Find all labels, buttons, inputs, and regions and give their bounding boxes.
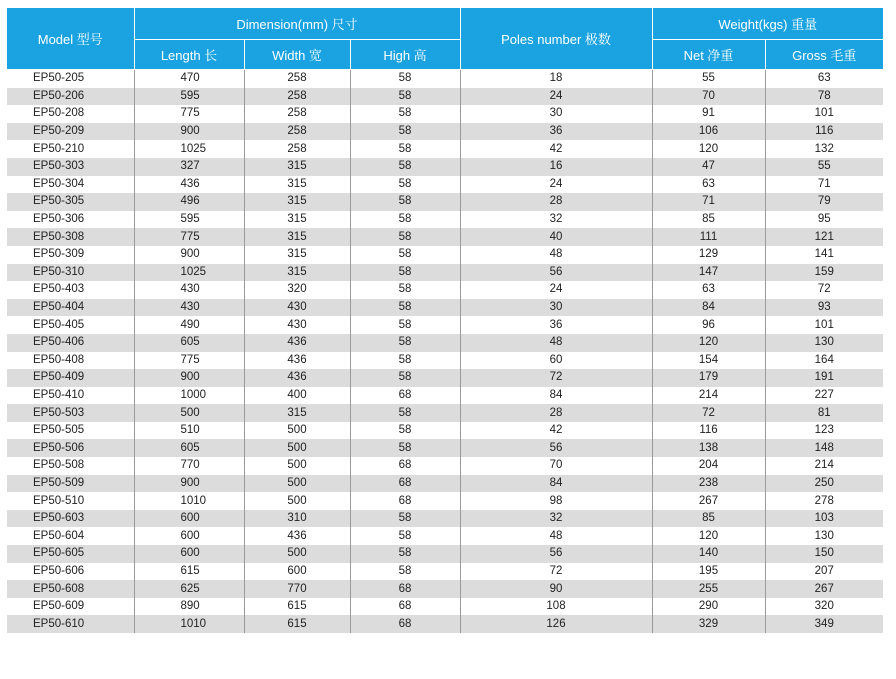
table-row <box>7 228 883 246</box>
cell-width: 320 <box>244 281 350 299</box>
cell-high: 58 <box>350 404 460 422</box>
cell-high: 68 <box>350 475 460 493</box>
table-row <box>7 404 883 422</box>
cell-model: EP50-604 <box>7 527 134 545</box>
cell-poles: 24 <box>460 88 652 106</box>
cell-width: 258 <box>244 105 350 123</box>
cell-high: 58 <box>350 352 460 370</box>
cell-high: 68 <box>350 598 460 616</box>
cell-gross-weight: 130 <box>765 527 883 545</box>
cell-model: EP50-406 <box>7 334 134 352</box>
cell-length: 1010 <box>134 492 244 510</box>
cell-high: 58 <box>350 527 460 545</box>
cell-poles: 40 <box>460 228 652 246</box>
cell-high: 58 <box>350 70 460 88</box>
cell-high: 58 <box>350 193 460 211</box>
cell-net-weight: 91 <box>652 105 765 123</box>
cell-width: 500 <box>244 492 350 510</box>
cell-poles: 108 <box>460 598 652 616</box>
table-row <box>7 246 883 264</box>
cell-width: 310 <box>244 510 350 528</box>
cell-net-weight: 71 <box>652 193 765 211</box>
cell-gross-weight: 123 <box>765 422 883 440</box>
col-header-gross: Gross 毛重 <box>765 40 883 70</box>
cell-high: 58 <box>350 439 460 457</box>
cell-width: 500 <box>244 457 350 475</box>
cell-gross-weight: 132 <box>765 140 883 158</box>
cell-net-weight: 290 <box>652 598 765 616</box>
cell-model: EP50-210 <box>7 140 134 158</box>
cell-width: 436 <box>244 334 350 352</box>
cell-gross-weight: 141 <box>765 246 883 264</box>
cell-width: 500 <box>244 439 350 457</box>
table-row <box>7 123 883 141</box>
cell-gross-weight: 227 <box>765 387 883 405</box>
table-body <box>7 70 883 634</box>
cell-length: 327 <box>134 158 244 176</box>
cell-high: 58 <box>350 211 460 229</box>
table-row <box>7 176 883 194</box>
cell-length: 595 <box>134 88 244 106</box>
cell-length: 1010 <box>134 615 244 633</box>
cell-model: EP50-409 <box>7 369 134 387</box>
cell-poles: 72 <box>460 369 652 387</box>
cell-model: EP50-603 <box>7 510 134 528</box>
cell-length: 600 <box>134 527 244 545</box>
cell-high: 58 <box>350 105 460 123</box>
cell-net-weight: 179 <box>652 369 765 387</box>
cell-width: 400 <box>244 387 350 405</box>
cell-high: 68 <box>350 615 460 633</box>
cell-model: EP50-308 <box>7 228 134 246</box>
cell-gross-weight: 81 <box>765 404 883 422</box>
cell-gross-weight: 93 <box>765 299 883 317</box>
table-row <box>7 510 883 528</box>
cell-length: 600 <box>134 545 244 563</box>
cell-gross-weight: 349 <box>765 615 883 633</box>
cell-poles: 60 <box>460 352 652 370</box>
cell-high: 58 <box>350 510 460 528</box>
cell-gross-weight: 320 <box>765 598 883 616</box>
cell-length: 900 <box>134 123 244 141</box>
table-row <box>7 492 883 510</box>
cell-poles: 28 <box>460 404 652 422</box>
cell-width: 500 <box>244 475 350 493</box>
cell-net-weight: 55 <box>652 70 765 88</box>
cell-model: EP50-205 <box>7 70 134 88</box>
cell-poles: 16 <box>460 158 652 176</box>
cell-gross-weight: 103 <box>765 510 883 528</box>
cell-model: EP50-510 <box>7 492 134 510</box>
cell-net-weight: 329 <box>652 615 765 633</box>
table-row <box>7 140 883 158</box>
cell-net-weight: 255 <box>652 580 765 598</box>
cell-width: 430 <box>244 299 350 317</box>
cell-model: EP50-605 <box>7 545 134 563</box>
cell-gross-weight: 63 <box>765 70 883 88</box>
cell-poles: 36 <box>460 123 652 141</box>
cell-gross-weight: 150 <box>765 545 883 563</box>
cell-gross-weight: 207 <box>765 563 883 581</box>
cell-length: 436 <box>134 176 244 194</box>
cell-high: 58 <box>350 246 460 264</box>
cell-gross-weight: 278 <box>765 492 883 510</box>
cell-gross-weight: 164 <box>765 352 883 370</box>
cell-width: 315 <box>244 246 350 264</box>
cell-model: EP50-304 <box>7 176 134 194</box>
cell-net-weight: 267 <box>652 492 765 510</box>
cell-net-weight: 214 <box>652 387 765 405</box>
cell-poles: 32 <box>460 510 652 528</box>
cell-high: 58 <box>350 281 460 299</box>
cell-width: 315 <box>244 228 350 246</box>
table-row <box>7 211 883 229</box>
cell-high: 68 <box>350 580 460 598</box>
cell-length: 496 <box>134 193 244 211</box>
cell-gross-weight: 159 <box>765 264 883 282</box>
cell-length: 770 <box>134 457 244 475</box>
cell-model: EP50-303 <box>7 158 134 176</box>
cell-net-weight: 154 <box>652 352 765 370</box>
cell-length: 605 <box>134 439 244 457</box>
cell-high: 58 <box>350 422 460 440</box>
cell-poles: 98 <box>460 492 652 510</box>
cell-net-weight: 120 <box>652 140 765 158</box>
cell-high: 58 <box>350 176 460 194</box>
cell-width: 430 <box>244 316 350 334</box>
cell-high: 58 <box>350 88 460 106</box>
cell-width: 258 <box>244 70 350 88</box>
cell-width: 770 <box>244 580 350 598</box>
table-header <box>7 8 883 70</box>
cell-poles: 48 <box>460 246 652 264</box>
cell-length: 470 <box>134 70 244 88</box>
cell-width: 500 <box>244 545 350 563</box>
col-header-width: Width 宽 <box>244 40 350 70</box>
cell-model: EP50-508 <box>7 457 134 475</box>
cell-width: 315 <box>244 264 350 282</box>
cell-gross-weight: 121 <box>765 228 883 246</box>
cell-poles: 56 <box>460 439 652 457</box>
cell-length: 775 <box>134 228 244 246</box>
cell-model: EP50-305 <box>7 193 134 211</box>
cell-high: 58 <box>350 299 460 317</box>
cell-gross-weight: 72 <box>765 281 883 299</box>
table-row <box>7 352 883 370</box>
cell-gross-weight: 250 <box>765 475 883 493</box>
table-row <box>7 475 883 493</box>
table-row <box>7 598 883 616</box>
table-row <box>7 422 883 440</box>
cell-width: 315 <box>244 158 350 176</box>
cell-high: 58 <box>350 369 460 387</box>
cell-poles: 24 <box>460 281 652 299</box>
cell-length: 510 <box>134 422 244 440</box>
cell-gross-weight: 101 <box>765 316 883 334</box>
cell-net-weight: 47 <box>652 158 765 176</box>
cell-high: 58 <box>350 264 460 282</box>
cell-length: 775 <box>134 352 244 370</box>
table-row <box>7 316 883 334</box>
table-row <box>7 369 883 387</box>
cell-model: EP50-404 <box>7 299 134 317</box>
cell-width: 436 <box>244 369 350 387</box>
cell-gross-weight: 148 <box>765 439 883 457</box>
cell-model: EP50-209 <box>7 123 134 141</box>
cell-poles: 36 <box>460 316 652 334</box>
table-row <box>7 70 883 88</box>
table-row <box>7 105 883 123</box>
cell-length: 900 <box>134 246 244 264</box>
table-row <box>7 615 883 633</box>
cell-net-weight: 72 <box>652 404 765 422</box>
col-group-dimension: Dimension(mm) 尺寸 <box>134 8 460 40</box>
cell-model: EP50-309 <box>7 246 134 264</box>
cell-length: 595 <box>134 211 244 229</box>
cell-net-weight: 238 <box>652 475 765 493</box>
cell-net-weight: 63 <box>652 176 765 194</box>
cell-net-weight: 106 <box>652 123 765 141</box>
cell-length: 600 <box>134 510 244 528</box>
cell-width: 436 <box>244 527 350 545</box>
cell-width: 615 <box>244 615 350 633</box>
cell-width: 258 <box>244 140 350 158</box>
cell-model: EP50-505 <box>7 422 134 440</box>
cell-gross-weight: 79 <box>765 193 883 211</box>
cell-gross-weight: 78 <box>765 88 883 106</box>
cell-poles: 48 <box>460 527 652 545</box>
cell-model: EP50-410 <box>7 387 134 405</box>
cell-net-weight: 120 <box>652 527 765 545</box>
cell-net-weight: 195 <box>652 563 765 581</box>
col-header-high: High 高 <box>350 40 460 70</box>
cell-high: 58 <box>350 158 460 176</box>
cell-high: 68 <box>350 387 460 405</box>
cell-model: EP50-405 <box>7 316 134 334</box>
cell-poles: 42 <box>460 422 652 440</box>
cell-poles: 84 <box>460 387 652 405</box>
cell-width: 500 <box>244 422 350 440</box>
cell-net-weight: 63 <box>652 281 765 299</box>
cell-poles: 90 <box>460 580 652 598</box>
cell-length: 775 <box>134 105 244 123</box>
table-row <box>7 439 883 457</box>
cell-length: 625 <box>134 580 244 598</box>
table-row <box>7 580 883 598</box>
cell-high: 68 <box>350 457 460 475</box>
cell-model: EP50-606 <box>7 563 134 581</box>
cell-poles: 70 <box>460 457 652 475</box>
cell-net-weight: 85 <box>652 510 765 528</box>
table-row <box>7 457 883 475</box>
cell-model: EP50-509 <box>7 475 134 493</box>
cell-model: EP50-503 <box>7 404 134 422</box>
col-header-model: Model 型号 <box>7 8 134 70</box>
cell-poles: 84 <box>460 475 652 493</box>
cell-gross-weight: 101 <box>765 105 883 123</box>
cell-gross-weight: 71 <box>765 176 883 194</box>
cell-poles: 24 <box>460 176 652 194</box>
cell-length: 490 <box>134 316 244 334</box>
cell-width: 258 <box>244 123 350 141</box>
cell-net-weight: 70 <box>652 88 765 106</box>
cell-length: 1000 <box>134 387 244 405</box>
cell-length: 500 <box>134 404 244 422</box>
table-row <box>7 158 883 176</box>
table-row <box>7 281 883 299</box>
col-header-net: Net 净重 <box>652 40 765 70</box>
table-row <box>7 334 883 352</box>
cell-length: 430 <box>134 281 244 299</box>
cell-model: EP50-506 <box>7 439 134 457</box>
cell-high: 58 <box>350 140 460 158</box>
cell-net-weight: 120 <box>652 334 765 352</box>
cell-net-weight: 96 <box>652 316 765 334</box>
cell-high: 58 <box>350 545 460 563</box>
col-header-poles: Poles number 极数 <box>460 8 652 70</box>
cell-poles: 28 <box>460 193 652 211</box>
cell-model: EP50-408 <box>7 352 134 370</box>
table-row <box>7 545 883 563</box>
cell-poles: 42 <box>460 140 652 158</box>
cell-gross-weight: 55 <box>765 158 883 176</box>
cell-width: 315 <box>244 193 350 211</box>
cell-poles: 30 <box>460 105 652 123</box>
cell-model: EP50-206 <box>7 88 134 106</box>
cell-gross-weight: 267 <box>765 580 883 598</box>
cell-length: 900 <box>134 369 244 387</box>
cell-model: EP50-610 <box>7 615 134 633</box>
cell-model: EP50-609 <box>7 598 134 616</box>
cell-length: 1025 <box>134 140 244 158</box>
table-row <box>7 563 883 581</box>
cell-model: EP50-608 <box>7 580 134 598</box>
spec-table <box>7 8 883 633</box>
cell-width: 600 <box>244 563 350 581</box>
cell-poles: 56 <box>460 545 652 563</box>
table-row <box>7 299 883 317</box>
cell-poles: 18 <box>460 70 652 88</box>
cell-net-weight: 85 <box>652 211 765 229</box>
cell-net-weight: 204 <box>652 457 765 475</box>
cell-model: EP50-403 <box>7 281 134 299</box>
table-row <box>7 387 883 405</box>
col-header-length: Length 长 <box>134 40 244 70</box>
cell-width: 315 <box>244 176 350 194</box>
cell-length: 1025 <box>134 264 244 282</box>
cell-model: EP50-310 <box>7 264 134 282</box>
cell-poles: 56 <box>460 264 652 282</box>
cell-net-weight: 111 <box>652 228 765 246</box>
cell-high: 58 <box>350 563 460 581</box>
cell-length: 890 <box>134 598 244 616</box>
cell-high: 58 <box>350 228 460 246</box>
cell-length: 615 <box>134 563 244 581</box>
cell-high: 58 <box>350 316 460 334</box>
cell-width: 315 <box>244 404 350 422</box>
cell-gross-weight: 130 <box>765 334 883 352</box>
cell-net-weight: 140 <box>652 545 765 563</box>
cell-width: 436 <box>244 352 350 370</box>
cell-gross-weight: 116 <box>765 123 883 141</box>
cell-net-weight: 147 <box>652 264 765 282</box>
cell-poles: 72 <box>460 563 652 581</box>
cell-gross-weight: 191 <box>765 369 883 387</box>
cell-width: 615 <box>244 598 350 616</box>
cell-gross-weight: 214 <box>765 457 883 475</box>
table-row <box>7 88 883 106</box>
cell-length: 605 <box>134 334 244 352</box>
cell-gross-weight: 95 <box>765 211 883 229</box>
cell-model: EP50-208 <box>7 105 134 123</box>
table-row <box>7 264 883 282</box>
cell-high: 58 <box>350 334 460 352</box>
cell-poles: 126 <box>460 615 652 633</box>
cell-model: EP50-306 <box>7 211 134 229</box>
cell-width: 258 <box>244 88 350 106</box>
cell-net-weight: 116 <box>652 422 765 440</box>
cell-high: 68 <box>350 492 460 510</box>
cell-poles: 48 <box>460 334 652 352</box>
col-group-weight: Weight(kgs) 重量 <box>652 8 883 40</box>
table-row <box>7 527 883 545</box>
cell-poles: 32 <box>460 211 652 229</box>
cell-width: 315 <box>244 211 350 229</box>
cell-length: 430 <box>134 299 244 317</box>
cell-high: 58 <box>350 123 460 141</box>
table-row <box>7 193 883 211</box>
cell-poles: 30 <box>460 299 652 317</box>
cell-net-weight: 129 <box>652 246 765 264</box>
cell-net-weight: 138 <box>652 439 765 457</box>
cell-net-weight: 84 <box>652 299 765 317</box>
cell-length: 900 <box>134 475 244 493</box>
